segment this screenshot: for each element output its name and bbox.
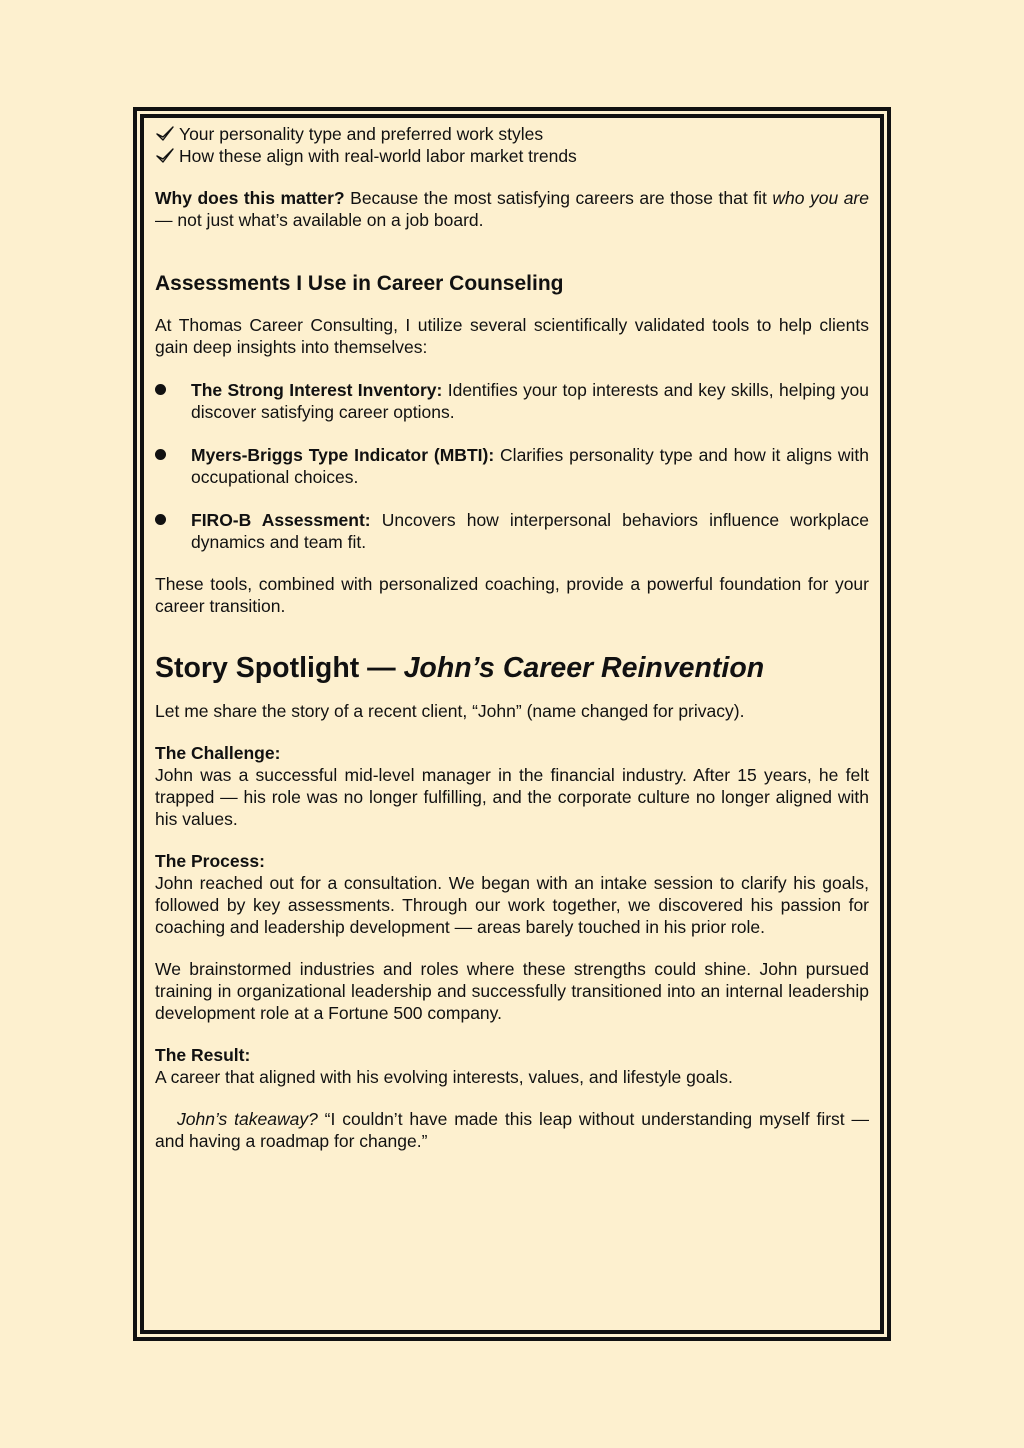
process-text-2: We brainstormed industries and roles where these strengths could shine. John pursued training in organizational leadership and successfully transitioned into an internal leadership development role at a Fortune 500 company. <box>155 959 869 1023</box>
why-paragraph <box>155 187 869 231</box>
challenge-label: The Challenge: <box>155 743 281 763</box>
checklist-item-text: Your personality type and preferred work styles <box>179 124 544 144</box>
list-item <box>155 509 869 553</box>
checklist-item <box>155 123 869 145</box>
result-text: A career that aligned with his evolving interests, values, and lifestyle goals. <box>155 1067 733 1087</box>
assessment-desc: Uncovers how interpersonal behaviors influence workplace dynamics and team fit. <box>191 510 870 552</box>
why-text-2: — not just what’s available on a job board. <box>155 210 484 230</box>
assessment-name: FIRO-B Assessment: <box>191 510 371 530</box>
assessment-name: Myers-Briggs Type Indicator (MBTI): <box>191 445 495 465</box>
story-title-italic: John’s Career Reinvention <box>403 652 765 684</box>
assessments-list <box>155 379 869 553</box>
assessments-intro: At Thomas Career Consulting, I utilize several scientifically validated tools to help clients gain deep insights into themselves: <box>155 315 869 357</box>
story-title <box>155 650 869 686</box>
result-label: The Result: <box>155 1045 251 1065</box>
assessment-desc: Identifies your top interests and key skills, helping you discover satisfying career options. <box>191 380 869 422</box>
process-label: The Process: <box>155 851 265 871</box>
assessment-name: The Strong Interest Inventory: <box>191 380 443 400</box>
process-text: John reached out for a consultation. We began with an intake session to clarify his goals, followed by key assessments. Through our work together, we discovered his passion for coaching and leadership development — areas barely touched in his prior role. <box>155 873 869 937</box>
takeaway-label: John’s takeaway? <box>177 1109 318 1129</box>
challenge-text: John was a successful mid-level manager in the financial industry. After 15 years, he felt trapped — his role was no longer fulfilling, and the corporate culture no longer aligned with his values. <box>155 765 869 829</box>
why-emphasis: who you are <box>772 188 869 208</box>
check-icon <box>155 124 175 144</box>
why-lead: Why does this matter? <box>155 188 345 208</box>
story-intro: Let me share the story of a recent client, “John” (name changed for privacy). <box>155 701 745 721</box>
takeaway-quote: “I couldn’t have made this leap without understanding myself first — and having a roadmap for change.” <box>155 1109 870 1151</box>
takeaway-paragraph <box>155 1108 869 1152</box>
why-text-1: Because the most satisfying careers are those that fit <box>344 188 773 208</box>
checklist-item <box>155 145 869 167</box>
bullet-icon <box>155 449 166 460</box>
bullet-icon <box>155 384 166 395</box>
checklist-item-text: How these align with real-world labor market trends <box>179 146 577 166</box>
list-item <box>155 379 869 423</box>
bullet-icon <box>155 514 166 525</box>
check-icon <box>155 146 175 166</box>
assessments-heading: Assessments I Use in Career Counseling <box>155 272 564 295</box>
assessment-desc: Clarifies personality type and how it aligns with occupational choices. <box>191 445 869 487</box>
page-content <box>155 123 869 1152</box>
checklist <box>155 123 869 167</box>
story-title-plain: Story Spotlight — <box>155 652 404 684</box>
assessments-outro: These tools, combined with personalized coaching, provide a powerful foundation for your career transition. <box>155 574 869 616</box>
list-item <box>155 444 869 488</box>
